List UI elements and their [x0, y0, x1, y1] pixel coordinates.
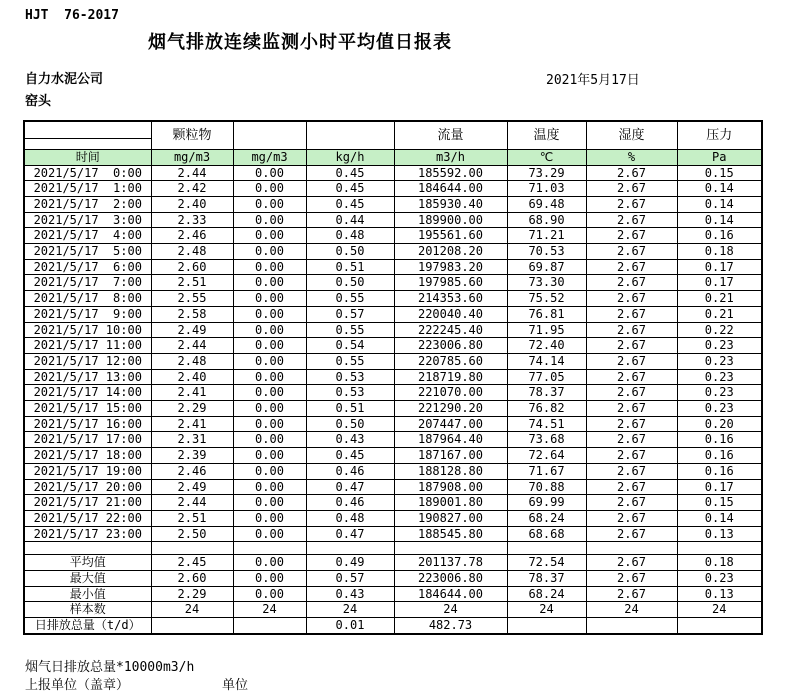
table-cell	[677, 618, 762, 634]
table-cell: 223006.80	[394, 338, 507, 354]
table-cell: 0.00	[233, 401, 306, 417]
table-cell	[24, 542, 151, 555]
table-cell: 0.23	[677, 338, 762, 354]
table-cell	[151, 542, 233, 555]
table-cell: 2.67	[586, 353, 677, 369]
table-cell: 2021/5/17 17:00	[24, 432, 151, 448]
table-cell: 2021/5/17 18:00	[24, 448, 151, 464]
table-cell	[394, 542, 507, 555]
table-cell: 2.60	[151, 571, 233, 587]
table-cell: 0.21	[677, 306, 762, 322]
table-cell: 2.31	[151, 432, 233, 448]
table-row	[24, 448, 762, 464]
table-cell: 0.00	[233, 463, 306, 479]
unit-mg-m3-1: mg/m3	[151, 149, 233, 165]
table-cell: 2.51	[151, 275, 233, 291]
table-row	[24, 463, 762, 479]
table-row	[24, 338, 762, 354]
table-cell: 2.67	[586, 228, 677, 244]
table-cell: 0.46	[306, 463, 394, 479]
table-cell: 187167.00	[394, 448, 507, 464]
table-cell: 68.24	[507, 586, 586, 602]
table-row	[24, 432, 762, 448]
table-cell	[233, 542, 306, 555]
table-cell: 2.67	[586, 571, 677, 587]
col-group-blank-2	[306, 121, 394, 149]
table-cell: 0.00	[233, 306, 306, 322]
table-cell	[677, 542, 762, 555]
table-cell: 0.01	[306, 618, 394, 634]
table-cell: 2.67	[586, 401, 677, 417]
unit-mg-m3-2: mg/m3	[233, 149, 306, 165]
table-cell: 0.55	[306, 291, 394, 307]
table-cell: 2.40	[151, 196, 233, 212]
table-row	[24, 306, 762, 322]
table-cell: 0.00	[233, 571, 306, 587]
table-row	[24, 353, 762, 369]
table-cell	[151, 618, 233, 634]
table-cell: 0.00	[233, 526, 306, 542]
table-cell: 2.67	[586, 586, 677, 602]
table-cell: 0.21	[677, 291, 762, 307]
table-cell: 2021/5/17 10:00	[24, 322, 151, 338]
table-cell: 207447.00	[394, 416, 507, 432]
table-cell: 71.21	[507, 228, 586, 244]
table-cell: 0.46	[306, 495, 394, 511]
table-cell	[507, 618, 586, 634]
table-cell: 0.48	[306, 228, 394, 244]
company-name: 自力水泥公司	[25, 72, 104, 87]
table-cell: 0.00	[233, 416, 306, 432]
table-cell: 0.00	[233, 196, 306, 212]
table-cell: 220040.40	[394, 306, 507, 322]
table-cell: 0.48	[306, 510, 394, 526]
summary-row-label: 样本数	[24, 602, 151, 618]
table-cell: 24	[306, 602, 394, 618]
table-cell: 2.29	[151, 401, 233, 417]
table-cell: 0.14	[677, 212, 762, 228]
col-group-particulate: 颗粒物	[151, 121, 233, 149]
table-cell: 2.67	[586, 291, 677, 307]
col-group-humidity: 湿度	[586, 121, 677, 149]
table-cell: 2.46	[151, 463, 233, 479]
table-cell: 0.00	[233, 275, 306, 291]
table-cell: 0.14	[677, 181, 762, 197]
table-cell: 2021/5/17 4:00	[24, 228, 151, 244]
table-cell: 2021/5/17 19:00	[24, 463, 151, 479]
table-cell	[306, 542, 394, 555]
table-cell: 2021/5/17 22:00	[24, 510, 151, 526]
table-cell: 0.15	[677, 495, 762, 511]
monitoring-point: 窑头	[25, 94, 52, 109]
table-cell	[507, 542, 586, 555]
table-cell: 197983.20	[394, 259, 507, 275]
table-cell: 221290.20	[394, 401, 507, 417]
table-cell: 221070.00	[394, 385, 507, 401]
table-cell: 0.45	[306, 165, 394, 181]
unit-percent: %	[586, 149, 677, 165]
table-cell: 73.30	[507, 275, 586, 291]
table-cell: 2.67	[586, 463, 677, 479]
table-cell: 0.00	[233, 165, 306, 181]
table-cell: 0.17	[677, 479, 762, 495]
table-cell: 2.49	[151, 322, 233, 338]
table-cell: 2.40	[151, 369, 233, 385]
header-corner-top	[24, 121, 151, 138]
table-cell: 73.68	[507, 432, 586, 448]
table-row	[24, 510, 762, 526]
header-corner-bottom	[24, 138, 151, 149]
table-cell: 0.18	[677, 244, 762, 260]
table-cell: 24	[677, 602, 762, 618]
table-cell: 0.53	[306, 369, 394, 385]
table-row	[24, 401, 762, 417]
summary-row-label: 最大值	[24, 571, 151, 587]
table-cell: 2.67	[586, 259, 677, 275]
table-row	[24, 228, 762, 244]
spacer-row	[24, 542, 762, 555]
table-row	[24, 416, 762, 432]
table-cell: 0.00	[233, 495, 306, 511]
table-cell: 2021/5/17 5:00	[24, 244, 151, 260]
table-cell: 2.67	[586, 479, 677, 495]
table-cell: 2.44	[151, 165, 233, 181]
table-cell: 2.41	[151, 416, 233, 432]
table-cell: 0.18	[677, 555, 762, 571]
table-cell: 2.67	[586, 338, 677, 354]
table-cell: 2.67	[586, 555, 677, 571]
table-cell: 2.44	[151, 495, 233, 511]
table-cell: 218719.80	[394, 369, 507, 385]
table-cell: 2.67	[586, 212, 677, 228]
table-cell: 0.49	[306, 555, 394, 571]
unit-celsius: ℃	[507, 149, 586, 165]
summary-row	[24, 618, 762, 634]
table-cell: 2.67	[586, 244, 677, 260]
table-row	[24, 196, 762, 212]
table-row	[24, 212, 762, 228]
table-cell: 190827.00	[394, 510, 507, 526]
table-cell: 2021/5/17 23:00	[24, 526, 151, 542]
table-cell: 72.54	[507, 555, 586, 571]
table-cell: 2021/5/17 8:00	[24, 291, 151, 307]
table-cell: 2021/5/17 14:00	[24, 385, 151, 401]
col-group-pressure: 压力	[677, 121, 762, 149]
table-cell: 0.16	[677, 463, 762, 479]
table-cell: 2.48	[151, 353, 233, 369]
table-cell: 201208.20	[394, 244, 507, 260]
report-date: 2021年5月17日	[546, 73, 640, 88]
table-cell: 197985.60	[394, 275, 507, 291]
table-cell: 2021/5/17 7:00	[24, 275, 151, 291]
table-cell: 0.14	[677, 510, 762, 526]
table-cell: 0.50	[306, 244, 394, 260]
summary-row	[24, 571, 762, 587]
table-cell: 2.67	[586, 165, 677, 181]
table-cell	[586, 618, 677, 634]
table-cell: 0.44	[306, 212, 394, 228]
table-cell: 0.00	[233, 385, 306, 401]
table-cell: 0.53	[306, 385, 394, 401]
table-cell: 0.50	[306, 416, 394, 432]
table-cell: 72.40	[507, 338, 586, 354]
table-row	[24, 526, 762, 542]
table-cell: 188545.80	[394, 526, 507, 542]
table-cell: 0.50	[306, 275, 394, 291]
table-cell: 223006.80	[394, 571, 507, 587]
table-cell: 74.51	[507, 416, 586, 432]
table-cell: 76.81	[507, 306, 586, 322]
table-cell: 2.44	[151, 338, 233, 354]
table-cell: 0.00	[233, 212, 306, 228]
reporting-unit-label: 上报单位（盖章）	[25, 678, 130, 693]
table-cell: 201137.78	[394, 555, 507, 571]
table-cell: 2.45	[151, 555, 233, 571]
table-cell: 2.39	[151, 448, 233, 464]
table-cell: 68.68	[507, 526, 586, 542]
table-cell: 75.52	[507, 291, 586, 307]
table-cell: 2.67	[586, 196, 677, 212]
table-cell: 2.49	[151, 479, 233, 495]
summary-row-label: 日排放总量（t/d）	[24, 618, 151, 634]
table-cell: 71.67	[507, 463, 586, 479]
table-cell: 0.17	[677, 259, 762, 275]
table-cell: 2.48	[151, 244, 233, 260]
table-cell: 2.67	[586, 416, 677, 432]
table-cell: 68.24	[507, 510, 586, 526]
table-cell: 0.00	[233, 448, 306, 464]
table-row	[24, 495, 762, 511]
table-cell: 2021/5/17 0:00	[24, 165, 151, 181]
table-cell: 2.33	[151, 212, 233, 228]
table-cell: 78.37	[507, 571, 586, 587]
table-cell: 222245.40	[394, 322, 507, 338]
table-cell: 0.51	[306, 259, 394, 275]
table-cell: 2021/5/17 13:00	[24, 369, 151, 385]
table-cell: 24	[233, 602, 306, 618]
table-cell: 24	[586, 602, 677, 618]
table-cell: 2.67	[586, 181, 677, 197]
report-table	[23, 120, 763, 635]
table-cell	[586, 542, 677, 555]
unit-pa: Pa	[677, 149, 762, 165]
table-cell: 0.22	[677, 322, 762, 338]
table-cell: 184644.00	[394, 181, 507, 197]
table-cell: 2.67	[586, 306, 677, 322]
summary-row-label: 平均值	[24, 555, 151, 571]
table-cell: 2021/5/17 6:00	[24, 259, 151, 275]
unit-label: 单位	[222, 678, 249, 693]
table-cell: 70.88	[507, 479, 586, 495]
table-cell: 0.55	[306, 353, 394, 369]
table-cell: 0.16	[677, 228, 762, 244]
data-rows	[24, 165, 762, 634]
table-cell: 68.90	[507, 212, 586, 228]
table-cell: 2021/5/17 1:00	[24, 181, 151, 197]
table-cell: 2.67	[586, 322, 677, 338]
col-group-flow: 流量	[394, 121, 507, 149]
table-cell: 0.23	[677, 571, 762, 587]
table-cell: 2021/5/17 12:00	[24, 353, 151, 369]
table-cell: 2.42	[151, 181, 233, 197]
table-cell: 0.23	[677, 369, 762, 385]
table-cell: 2.67	[586, 369, 677, 385]
table-row	[24, 259, 762, 275]
table-cell: 0.00	[233, 479, 306, 495]
table-cell: 2.55	[151, 291, 233, 307]
table-cell: 0.57	[306, 306, 394, 322]
table-cell: 0.13	[677, 526, 762, 542]
table-cell: 0.15	[677, 165, 762, 181]
table-cell: 2021/5/17 20:00	[24, 479, 151, 495]
table-cell: 2.58	[151, 306, 233, 322]
table-row	[24, 181, 762, 197]
table-cell: 0.47	[306, 526, 394, 542]
table-cell: 74.14	[507, 353, 586, 369]
table-cell: 0.00	[233, 181, 306, 197]
table-cell: 69.99	[507, 495, 586, 511]
table-cell: 0.23	[677, 401, 762, 417]
unit-kg-h: kg/h	[306, 149, 394, 165]
table-cell: 24	[151, 602, 233, 618]
table-cell: 0.57	[306, 571, 394, 587]
group-header-row	[24, 121, 762, 138]
table-cell: 71.95	[507, 322, 586, 338]
table-cell: 0.00	[233, 228, 306, 244]
col-header-time: 时间	[24, 149, 151, 165]
summary-row	[24, 602, 762, 618]
table-cell: 0.45	[306, 196, 394, 212]
table-cell: 188128.80	[394, 463, 507, 479]
summary-row	[24, 555, 762, 571]
table-cell: 69.87	[507, 259, 586, 275]
table-cell: 0.00	[233, 369, 306, 385]
table-row	[24, 291, 762, 307]
table-cell: 2.60	[151, 259, 233, 275]
table-cell: 185930.40	[394, 196, 507, 212]
table-cell: 0.16	[677, 432, 762, 448]
table-cell: 0.16	[677, 448, 762, 464]
table-cell: 0.51	[306, 401, 394, 417]
page-title: 烟气排放连续监测小时平均值日报表	[148, 32, 452, 53]
table-cell: 2.67	[586, 526, 677, 542]
table-cell: 2021/5/17 2:00	[24, 196, 151, 212]
table-cell: 0.00	[233, 586, 306, 602]
col-group-blank-1	[233, 121, 306, 149]
table-cell: 0.00	[233, 291, 306, 307]
table-cell: 0.00	[233, 322, 306, 338]
table-cell: 184644.00	[394, 586, 507, 602]
table-cell: 0.13	[677, 586, 762, 602]
table-cell: 185592.00	[394, 165, 507, 181]
table-row	[24, 385, 762, 401]
table-row	[24, 479, 762, 495]
table-cell: 0.20	[677, 416, 762, 432]
table-cell: 0.00	[233, 353, 306, 369]
summary-row-label: 最小值	[24, 586, 151, 602]
table-cell: 71.03	[507, 181, 586, 197]
table-cell: 2.67	[586, 385, 677, 401]
table-cell: 0.14	[677, 196, 762, 212]
table-cell: 2.67	[586, 432, 677, 448]
table-cell: 2.67	[586, 275, 677, 291]
table-cell: 72.64	[507, 448, 586, 464]
table-cell: 0.00	[233, 432, 306, 448]
table-row	[24, 322, 762, 338]
table-cell: 214353.60	[394, 291, 507, 307]
summary-row	[24, 586, 762, 602]
table-cell: 69.48	[507, 196, 586, 212]
col-group-temperature: 温度	[507, 121, 586, 149]
table-cell: 24	[394, 602, 507, 618]
table-cell: 0.00	[233, 244, 306, 260]
table-row	[24, 244, 762, 260]
table-cell: 187964.40	[394, 432, 507, 448]
table-cell: 482.73	[394, 618, 507, 634]
table-cell: 0.00	[233, 259, 306, 275]
table-cell: 195561.60	[394, 228, 507, 244]
table-row	[24, 275, 762, 291]
table-cell: 2.51	[151, 510, 233, 526]
table-cell: 0.55	[306, 322, 394, 338]
table-cell: 0.00	[233, 555, 306, 571]
emission-total-note: 烟气日排放总量*10000m3/h	[25, 660, 195, 675]
table-cell: 0.54	[306, 338, 394, 354]
table-cell: 2021/5/17 21:00	[24, 495, 151, 511]
standard-code: HJT 76-2017	[25, 8, 119, 23]
table-cell: 24	[507, 602, 586, 618]
table-cell: 187908.00	[394, 479, 507, 495]
table-cell: 0.43	[306, 432, 394, 448]
table-cell: 2.67	[586, 448, 677, 464]
table-cell: 0.47	[306, 479, 394, 495]
table-cell: 78.37	[507, 385, 586, 401]
table-cell: 0.00	[233, 338, 306, 354]
table-cell: 2.41	[151, 385, 233, 401]
unit-header-row	[24, 149, 762, 165]
table-cell: 73.29	[507, 165, 586, 181]
table-cell: 76.82	[507, 401, 586, 417]
table-cell: 77.05	[507, 369, 586, 385]
table-cell: 70.53	[507, 244, 586, 260]
table-cell: 0.43	[306, 586, 394, 602]
table-cell: 189900.00	[394, 212, 507, 228]
table-cell: 2.67	[586, 510, 677, 526]
table-cell: 2021/5/17 15:00	[24, 401, 151, 417]
table-row	[24, 369, 762, 385]
unit-m3-h: m3/h	[394, 149, 507, 165]
table-cell	[233, 618, 306, 634]
table-cell: 0.45	[306, 181, 394, 197]
table-cell: 2021/5/17 9:00	[24, 306, 151, 322]
table-cell: 2021/5/17 3:00	[24, 212, 151, 228]
table-cell: 2.67	[586, 495, 677, 511]
table-cell: 0.23	[677, 353, 762, 369]
table-cell: 2021/5/17 16:00	[24, 416, 151, 432]
table-cell: 2.29	[151, 586, 233, 602]
table-cell: 189001.80	[394, 495, 507, 511]
table-cell: 0.00	[233, 510, 306, 526]
table-cell: 2021/5/17 11:00	[24, 338, 151, 354]
table-cell: 2.50	[151, 526, 233, 542]
table-cell: 0.45	[306, 448, 394, 464]
table-row	[24, 165, 762, 181]
table-cell: 0.23	[677, 385, 762, 401]
table-cell: 0.17	[677, 275, 762, 291]
table-cell: 220785.60	[394, 353, 507, 369]
table-cell: 2.46	[151, 228, 233, 244]
